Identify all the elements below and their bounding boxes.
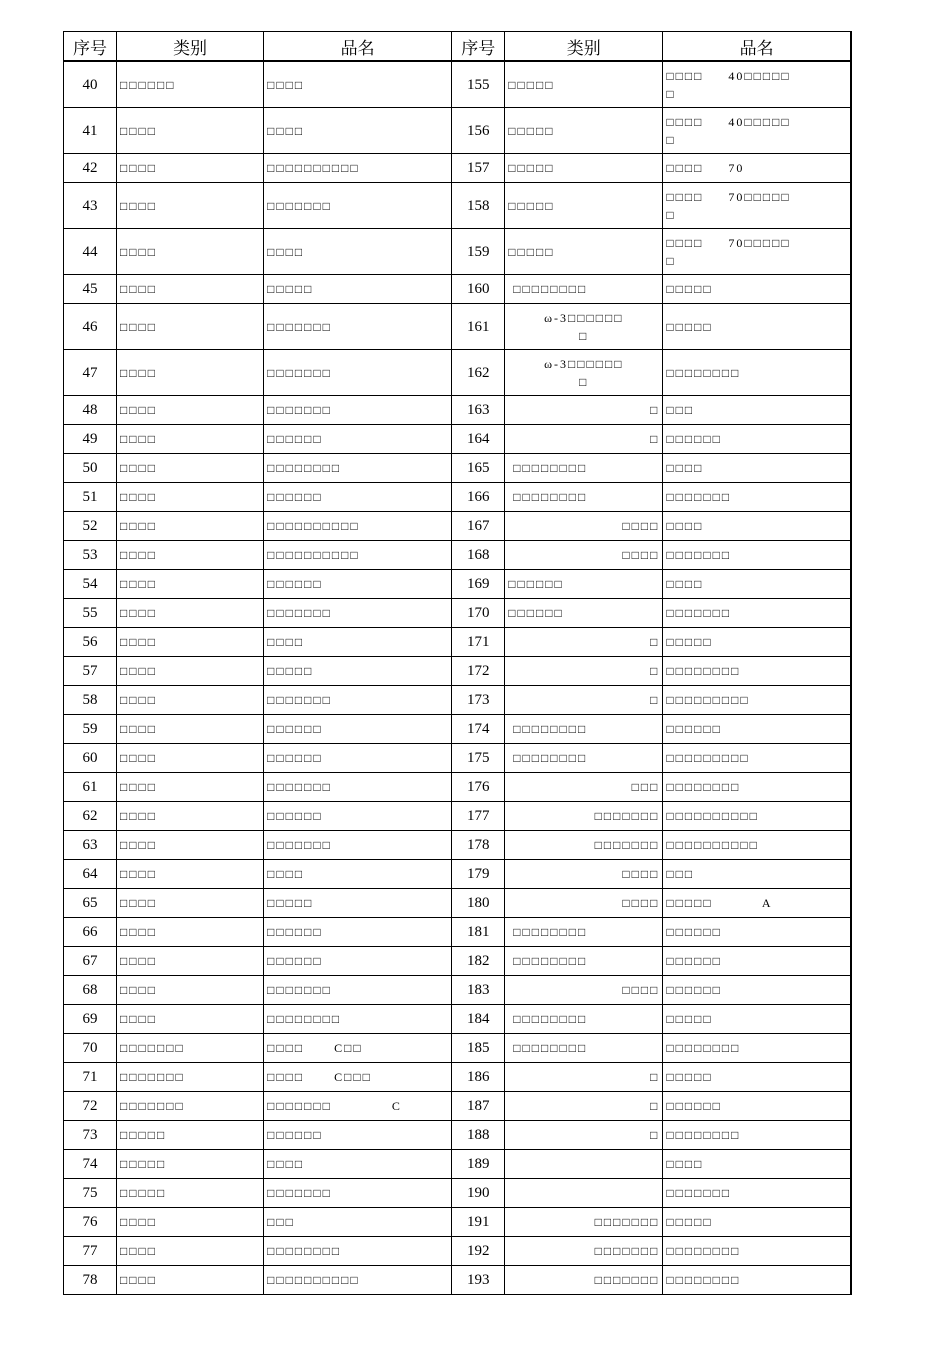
product-name-cell-left: □□□□: [264, 1150, 452, 1179]
seq-cell-right: 157: [452, 154, 505, 183]
seq-cell-left: 69: [64, 1005, 117, 1034]
category-cell-left: □□□□: [117, 831, 264, 860]
product-name-cell-right: □□□□□: [663, 1063, 851, 1092]
seq-cell-left: 68: [64, 976, 117, 1005]
category-cell-right: □□□□□□□□: [505, 454, 663, 483]
category-cell-left: □□□□: [117, 802, 264, 831]
table-row: [64, 889, 852, 918]
table-row: [64, 483, 852, 512]
product-name-cell-right: □□□□: [663, 1150, 851, 1179]
category-cell-right: □: [505, 396, 663, 425]
table-row: [64, 454, 852, 483]
category-cell-right: □□□□: [505, 860, 663, 889]
seq-cell-right: 186: [452, 1063, 505, 1092]
product-name-cell-left: □□□□□□□□□□: [264, 512, 452, 541]
seq-cell-left: 72: [64, 1092, 117, 1121]
seq-cell-right: 191: [452, 1208, 505, 1237]
category-cell-right: □: [505, 425, 663, 454]
seq-cell-right: 187: [452, 1092, 505, 1121]
header-category-left: 类别: [117, 32, 264, 62]
product-name-cell-right: □□□□□□□□: [663, 773, 851, 802]
category-cell-right: □□□□□: [505, 183, 663, 229]
seq-cell-left: 56: [64, 628, 117, 657]
product-name-cell-left: □□□□□□□: [264, 686, 452, 715]
table-row: [64, 1237, 852, 1266]
category-cell-right: □□□□□: [505, 154, 663, 183]
product-name-cell-right: □□□□□□□□: [663, 350, 851, 396]
category-cell-right: □□□□□□□□: [505, 918, 663, 947]
product-name-cell-right: □□□□□□□□: [663, 1237, 851, 1266]
product-name-cell-left: □□□□□□: [264, 483, 452, 512]
seq-cell-right: 184: [452, 1005, 505, 1034]
product-name-cell-left: □□□□□□□ C: [264, 1092, 452, 1121]
seq-cell-right: 161: [452, 304, 505, 350]
seq-cell-right: 178: [452, 831, 505, 860]
category-cell-right: □□□□□□□: [505, 1237, 663, 1266]
category-cell-left: □□□□: [117, 229, 264, 275]
table-row: [64, 976, 852, 1005]
seq-cell-left: 74: [64, 1150, 117, 1179]
product-name-cell-left: □□□□□□□: [264, 304, 452, 350]
seq-cell-left: 53: [64, 541, 117, 570]
table-row: [64, 773, 852, 802]
seq-cell-left: 78: [64, 1266, 117, 1295]
category-cell-right: □: [505, 686, 663, 715]
table-header-row: [64, 32, 852, 62]
product-name-cell-left: □□□□: [264, 229, 452, 275]
seq-cell-right: 173: [452, 686, 505, 715]
seq-cell-left: 41: [64, 108, 117, 154]
product-name-cell-right: □□□□ 40□□□□□ □: [663, 108, 851, 154]
product-name-cell-right: □□□□□□□□: [663, 1266, 851, 1295]
table-row: [64, 304, 852, 350]
category-cell-right: [505, 1179, 663, 1208]
category-cell-right: □□□□□□: [505, 599, 663, 628]
product-name-cell-left: □□□□□□: [264, 1121, 452, 1150]
table-row: [64, 599, 852, 628]
product-name-cell-left: □□□□□□□: [264, 1179, 452, 1208]
seq-cell-left: 44: [64, 229, 117, 275]
table-row: [64, 686, 852, 715]
seq-cell-left: 47: [64, 350, 117, 396]
seq-cell-right: 189: [452, 1150, 505, 1179]
product-name-cell-right: □□□□□□□□□: [663, 686, 851, 715]
category-cell-right: □□□□: [505, 889, 663, 918]
product-name-cell-right: □□□□□□: [663, 918, 851, 947]
category-cell-left: □□□□: [117, 454, 264, 483]
seq-cell-right: 171: [452, 628, 505, 657]
category-cell-right: □□□□□□□: [505, 1208, 663, 1237]
category-cell-left: □□□□: [117, 396, 264, 425]
seq-cell-right: 169: [452, 570, 505, 599]
seq-cell-left: 45: [64, 275, 117, 304]
product-name-cell-right: □□□□□: [663, 628, 851, 657]
product-name-cell-left: □□□□□□□: [264, 599, 452, 628]
seq-cell-right: 185: [452, 1034, 505, 1063]
category-cell-right: □: [505, 657, 663, 686]
product-name-cell-right: □□□□□□□□□□: [663, 802, 851, 831]
product-name-cell-left: □□□□□□□□: [264, 454, 452, 483]
product-name-cell-left: □□□□□: [264, 275, 452, 304]
product-name-cell-right: □□□□: [663, 512, 851, 541]
seq-cell-left: 67: [64, 947, 117, 976]
seq-cell-left: 50: [64, 454, 117, 483]
product-name-cell-right: □□□□□□□: [663, 483, 851, 512]
product-name-cell-left: □□□□□□□: [264, 350, 452, 396]
product-name-cell-right: □□□□ 40□□□□□ □: [663, 61, 851, 108]
product-name-cell-right: □□□□ 70: [663, 154, 851, 183]
product-name-cell-left: □□□□□□□: [264, 773, 452, 802]
table-row: [64, 947, 852, 976]
product-name-cell-left: □□□□□□□: [264, 976, 452, 1005]
product-name-cell-right: □□□□□□□□□□: [663, 831, 851, 860]
product-name-cell-left: □□□□□: [264, 657, 452, 686]
seq-cell-left: 62: [64, 802, 117, 831]
category-cell-left: □□□□□□□: [117, 1092, 264, 1121]
product-name-cell-right: □□□□□: [663, 275, 851, 304]
table-row: [64, 1208, 852, 1237]
product-name-cell-right: □□□□ 70□□□□□ □: [663, 229, 851, 275]
product-name-cell-left: □□□: [264, 1208, 452, 1237]
seq-cell-right: 177: [452, 802, 505, 831]
seq-cell-right: 164: [452, 425, 505, 454]
product-name-cell-right: □□□□□: [663, 304, 851, 350]
category-cell-left: □□□□: [117, 918, 264, 947]
category-cell-left: □□□□: [117, 304, 264, 350]
category-cell-left: □□□□□□: [117, 61, 264, 108]
table-row: [64, 1092, 852, 1121]
seq-cell-right: 170: [452, 599, 505, 628]
seq-cell-right: 155: [452, 61, 505, 108]
seq-cell-left: 60: [64, 744, 117, 773]
product-name-cell-left: □□□□□□□□□□: [264, 154, 452, 183]
table-row: [64, 1121, 852, 1150]
product-name-cell-right: □□□□□□: [663, 947, 851, 976]
category-cell-right: □: [505, 1121, 663, 1150]
seq-cell-left: 63: [64, 831, 117, 860]
category-cell-left: □□□□: [117, 947, 264, 976]
table-row: [64, 1034, 852, 1063]
category-cell-left: □□□□: [117, 686, 264, 715]
category-cell-right: □□□□□: [505, 61, 663, 108]
product-name-cell-right: □□□□□□: [663, 1092, 851, 1121]
header-seq-right: 序号: [452, 32, 505, 62]
category-cell-left: □□□□: [117, 976, 264, 1005]
table-row: [64, 918, 852, 947]
table-row: [64, 183, 852, 229]
category-cell-right: □□□: [505, 773, 663, 802]
category-cell-left: □□□□□□□: [117, 1063, 264, 1092]
seq-cell-left: 71: [64, 1063, 117, 1092]
seq-cell-left: 65: [64, 889, 117, 918]
seq-cell-left: 48: [64, 396, 117, 425]
seq-cell-left: 73: [64, 1121, 117, 1150]
table-row: [64, 154, 852, 183]
seq-cell-left: 64: [64, 860, 117, 889]
seq-cell-left: 49: [64, 425, 117, 454]
seq-cell-left: 57: [64, 657, 117, 686]
product-name-cell-right: □□□□□□: [663, 976, 851, 1005]
seq-cell-left: 59: [64, 715, 117, 744]
product-name-cell-left: □□□□: [264, 108, 452, 154]
table-row: [64, 860, 852, 889]
category-cell-right: □□□□□□□□: [505, 1034, 663, 1063]
table-row: [64, 541, 852, 570]
seq-cell-left: 54: [64, 570, 117, 599]
category-cell-left: □□□□: [117, 1208, 264, 1237]
category-cell-left: □□□□□□□: [117, 1034, 264, 1063]
product-name-cell-left: □□□□□□□: [264, 183, 452, 229]
product-name-cell-left: □□□□□□: [264, 425, 452, 454]
table-row: [64, 1266, 852, 1295]
product-name-cell-left: □□□□□□: [264, 570, 452, 599]
table-row: [64, 570, 852, 599]
product-name-cell-right: □□□□□□□: [663, 599, 851, 628]
product-name-cell-left: □□□□ C□□□: [264, 1063, 452, 1092]
category-cell-left: □□□□: [117, 183, 264, 229]
table-row: [64, 744, 852, 773]
table-row: [64, 61, 852, 108]
table-row: [64, 512, 852, 541]
product-name-cell-right: □□□□: [663, 454, 851, 483]
table-row: [64, 1005, 852, 1034]
category-cell-right: □□□□□□□: [505, 802, 663, 831]
table-row: [64, 350, 852, 396]
category-cell-right: □□□□□: [505, 108, 663, 154]
category-cell-left: □□□□□: [117, 1179, 264, 1208]
table-row: [64, 1150, 852, 1179]
table-row: [64, 1179, 852, 1208]
category-cell-left: □□□□: [117, 657, 264, 686]
seq-cell-right: 175: [452, 744, 505, 773]
seq-cell-right: 166: [452, 483, 505, 512]
category-cell-left: □□□□: [117, 860, 264, 889]
product-name-cell-left: □□□□□□□□□□: [264, 541, 452, 570]
product-name-cell-right: □□□□□□□: [663, 541, 851, 570]
product-table: [63, 31, 852, 1295]
category-cell-left: □□□□: [117, 108, 264, 154]
product-name-cell-left: □□□□□□□□: [264, 1005, 452, 1034]
product-name-cell-left: □□□□ C□□: [264, 1034, 452, 1063]
product-name-cell-left: □□□□□□: [264, 947, 452, 976]
table-row: [64, 425, 852, 454]
table-row: [64, 275, 852, 304]
seq-cell-left: 52: [64, 512, 117, 541]
product-name-cell-right: □□□□□□: [663, 715, 851, 744]
seq-cell-left: 61: [64, 773, 117, 802]
product-name-cell-right: □□□□□□□□: [663, 1034, 851, 1063]
product-name-cell-left: □□□□□□: [264, 918, 452, 947]
category-cell-right: □□□□□□□□: [505, 947, 663, 976]
category-cell-right: □□□□□□□□: [505, 483, 663, 512]
table-row: [64, 396, 852, 425]
product-name-cell-right: □□□□□: [663, 1208, 851, 1237]
category-cell-left: □□□□□: [117, 1150, 264, 1179]
seq-cell-left: 77: [64, 1237, 117, 1266]
seq-cell-right: 181: [452, 918, 505, 947]
seq-cell-left: 46: [64, 304, 117, 350]
seq-cell-right: 167: [452, 512, 505, 541]
product-name-cell-left: □□□□: [264, 61, 452, 108]
product-name-cell-right: □□□□ 70□□□□□ □: [663, 183, 851, 229]
category-cell-left: □□□□: [117, 483, 264, 512]
table-body: [64, 61, 852, 1295]
category-cell-left: □□□□: [117, 570, 264, 599]
seq-cell-left: 42: [64, 154, 117, 183]
seq-cell-right: 163: [452, 396, 505, 425]
category-cell-right: □□□□: [505, 541, 663, 570]
product-name-cell-left: □□□□: [264, 628, 452, 657]
product-name-cell-right: □□□□□ A: [663, 889, 851, 918]
category-cell-right: [505, 1150, 663, 1179]
seq-cell-right: 158: [452, 183, 505, 229]
seq-cell-right: 174: [452, 715, 505, 744]
table-row: [64, 628, 852, 657]
category-cell-left: □□□□□: [117, 1121, 264, 1150]
product-name-cell-left: □□□□□□□: [264, 831, 452, 860]
seq-cell-left: 51: [64, 483, 117, 512]
category-cell-right: □: [505, 1063, 663, 1092]
product-name-cell-left: □□□□□□: [264, 802, 452, 831]
seq-cell-left: 75: [64, 1179, 117, 1208]
product-name-cell-left: □□□□□□: [264, 715, 452, 744]
category-cell-left: □□□□: [117, 512, 264, 541]
table-row: [64, 1063, 852, 1092]
seq-cell-left: 58: [64, 686, 117, 715]
seq-cell-right: 176: [452, 773, 505, 802]
table-row: [64, 108, 852, 154]
table-row: [64, 802, 852, 831]
category-cell-right: ω-3□□□□□□ □: [505, 304, 663, 350]
table-row: [64, 715, 852, 744]
header-category-right: 类别: [505, 32, 663, 62]
category-cell-right: □□□□□□□□: [505, 744, 663, 773]
category-cell-left: □□□□: [117, 275, 264, 304]
seq-cell-right: 180: [452, 889, 505, 918]
product-name-cell-left: □□□□□□: [264, 744, 452, 773]
product-name-cell-right: □□□□□□: [663, 425, 851, 454]
seq-cell-right: 156: [452, 108, 505, 154]
seq-cell-right: 183: [452, 976, 505, 1005]
category-cell-left: □□□□: [117, 628, 264, 657]
category-cell-right: □□□□: [505, 976, 663, 1005]
seq-cell-left: 55: [64, 599, 117, 628]
category-cell-right: □□□□□□□□: [505, 1005, 663, 1034]
category-cell-right: □: [505, 1092, 663, 1121]
product-name-cell-left: □□□□□□□□: [264, 1237, 452, 1266]
seq-cell-right: 192: [452, 1237, 505, 1266]
category-cell-right: □□□□□□□: [505, 831, 663, 860]
seq-cell-left: 66: [64, 918, 117, 947]
category-cell-right: □: [505, 628, 663, 657]
category-cell-left: □□□□: [117, 350, 264, 396]
product-name-cell-right: □□□: [663, 860, 851, 889]
category-cell-right: □□□□□□□□: [505, 715, 663, 744]
table-row: [64, 657, 852, 686]
seq-cell-right: 172: [452, 657, 505, 686]
product-name-cell-left: □□□□□□□: [264, 396, 452, 425]
product-name-cell-right: □□□□□: [663, 1005, 851, 1034]
category-cell-right: ω-3□□□□□□ □: [505, 350, 663, 396]
seq-cell-right: 182: [452, 947, 505, 976]
category-cell-right: □□□□□□□: [505, 1266, 663, 1295]
header-product-name-right: 品名: [663, 32, 851, 62]
product-name-cell-left: □□□□□□□□□□: [264, 1266, 452, 1295]
product-name-cell-right: □□□□□□□□: [663, 657, 851, 686]
category-cell-right: □□□□□: [505, 229, 663, 275]
category-cell-left: □□□□: [117, 599, 264, 628]
seq-cell-right: 162: [452, 350, 505, 396]
category-cell-left: □□□□: [117, 154, 264, 183]
product-name-cell-right: □□□: [663, 396, 851, 425]
category-cell-left: □□□□: [117, 1266, 264, 1295]
product-name-cell-right: □□□□□□□: [663, 1179, 851, 1208]
category-cell-left: □□□□: [117, 425, 264, 454]
seq-cell-right: 190: [452, 1179, 505, 1208]
product-name-cell-left: □□□□□: [264, 889, 452, 918]
seq-cell-left: 40: [64, 61, 117, 108]
header-seq-left: 序号: [64, 32, 117, 62]
seq-cell-right: 188: [452, 1121, 505, 1150]
seq-cell-right: 168: [452, 541, 505, 570]
seq-cell-right: 179: [452, 860, 505, 889]
header-product-name-left: 品名: [264, 32, 452, 62]
seq-cell-left: 76: [64, 1208, 117, 1237]
table-row: [64, 831, 852, 860]
table-row: [64, 229, 852, 275]
product-name-cell-right: □□□□□□□□□: [663, 744, 851, 773]
seq-cell-right: 159: [452, 229, 505, 275]
category-cell-left: □□□□: [117, 889, 264, 918]
category-cell-right: □□□□□□: [505, 570, 663, 599]
category-cell-right: □□□□□□□□: [505, 275, 663, 304]
seq-cell-right: 165: [452, 454, 505, 483]
category-cell-left: □□□□: [117, 541, 264, 570]
category-cell-left: □□□□: [117, 715, 264, 744]
seq-cell-right: 160: [452, 275, 505, 304]
category-cell-left: □□□□: [117, 1005, 264, 1034]
category-cell-left: □□□□: [117, 744, 264, 773]
seq-cell-left: 70: [64, 1034, 117, 1063]
product-name-cell-right: □□□□□□□□: [663, 1121, 851, 1150]
product-name-cell-left: □□□□: [264, 860, 452, 889]
seq-cell-left: 43: [64, 183, 117, 229]
category-cell-right: □□□□: [505, 512, 663, 541]
category-cell-left: □□□□: [117, 773, 264, 802]
seq-cell-right: 193: [452, 1266, 505, 1295]
category-cell-left: □□□□: [117, 1237, 264, 1266]
product-name-cell-right: □□□□: [663, 570, 851, 599]
